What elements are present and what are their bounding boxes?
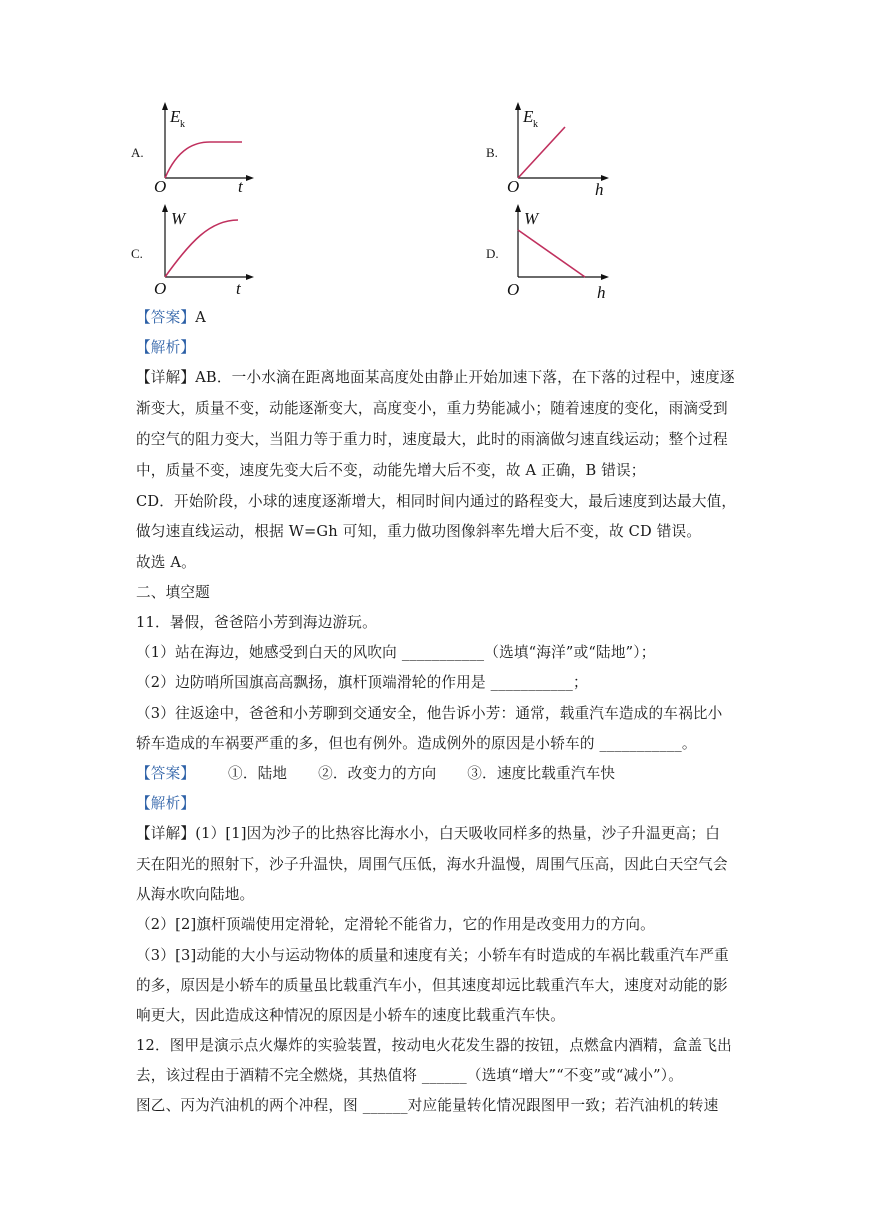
q11-stem: 11．暑假，爸爸陪小芳到海边游玩。 [136,614,377,631]
detail-tag: 【详解】 [136,825,196,842]
answer-tag: 【答案】 [136,309,196,326]
q10-detail-line-1 [136,368,735,388]
curve [165,142,242,178]
graph-b [503,100,618,200]
y-axis-subscript: k [533,119,538,130]
q11-analysis-line [136,794,195,814]
x-axis-label: t [238,177,243,195]
q10-detail-line-2: 渐变大，质量不变，动能逐渐变大，高度变小，重力势能减小；随着速度的变化，雨滴受到 [136,400,728,417]
q11-detail-line-7: 响更大，因此造成这种情况的原因是小轿车的速度比载重汽车快。 [136,1007,566,1024]
analysis-tag: 【解析】 [136,339,196,356]
x-axis-label: h [597,283,606,302]
q11-answer-1: ①．陆地 [228,765,288,782]
option-c-label: C. [131,246,143,261]
q11-answer-3: ③．速度比载重汽车快 [467,765,616,782]
q11-detail-line-1 [136,824,720,844]
q11-detail-line-2: 天在阳光的照射下，沙子升温快，周围气压低，海水升温慢，周围气压高，因此白天空气会 [136,856,728,873]
x-axis-label: h [595,180,604,199]
q12-line-1: 12．图甲是演示点火爆炸的实验装置，按动电火花发生器的按钮，点燃盒内酒精，盒盖飞出 [136,1037,732,1054]
y-axis-label: W [524,209,539,228]
y-arrow [515,204,521,212]
q10-analysis-line [136,338,195,358]
q10-answer: A [195,309,206,326]
curve [518,127,565,178]
analysis-tag: 【解析】 [136,795,196,812]
option-a-label: A. [131,145,144,160]
q11-detail-line-4: （2）[2]旗杆顶端使用定滑轮，定滑轮不能省力，它的作用是改变用力的方向。 [136,916,655,933]
origin-label: O [507,177,520,196]
q11-answer-2: ②．改变力的方向 [318,765,437,782]
q10-detail-line-7: 故选 A。 [136,554,196,571]
q11-answer-line [136,764,615,784]
q11-part-2: （2）边防哨所国旗高高飘扬，旗杆顶端滑轮的作用是 ___________； [136,674,588,691]
y-arrow [515,102,521,110]
q11-detail-line-5: （3）[3]动能的大小与运动物体的质量和速度有关；小轿车有时造成的车祸比载重汽车严重 [136,947,729,964]
q10-detail-line-5: CD．开始阶段，小球的速度逐渐增大，相同时间内通过的路程变大，最后速度到达最大值， [136,493,737,510]
q11-detail-line-3: 从海水吹向陆地。 [136,886,255,903]
detail-tag: 【详解】 [136,369,196,386]
q11-part-3-line-2: 轿车造成的车祸要严重的多，但也有例外。造成例外的原因是小轿车的 ___________。 [136,735,697,752]
option-d-label: D. [486,246,499,261]
graph-a [150,100,260,195]
x-arrow [246,175,254,181]
origin-label: O [154,279,167,297]
option-b-label: B. [486,145,498,160]
q12-line-3: 图乙、丙为汽油机的两个冲程，图 ______对应能量转化情况跟图甲一致；若汽油机的转速 [136,1097,719,1114]
detail-text: AB．一小水滴在距离地面某高度处由静止开始加速下落，在下落的过程中，速度逐 [195,369,735,386]
q11-detail-line-6: 的多，原因是小轿车的质量虽比载重汽车小，但其速度却远比载重汽车大，速度对动能的影 [136,977,728,994]
y-axis-subscript: k [180,119,185,130]
section-title: 二、填空题 [136,584,210,601]
y-arrow [162,102,168,110]
y-axis-label: E [170,107,181,126]
q10-detail-line-4: 中，质量不变，速度先变大后不变，动能先增大后不变，故 A 正确，B 错误； [136,462,646,479]
y-axis-label: W [171,209,186,228]
q11-part-3-line-1: （3）往返途中，爸爸和小芳聊到交通安全，他告诉小芳：通常，载重汽车造成的车祸比小 [136,705,723,722]
graph-d [503,202,618,302]
y-axis-label: E [523,107,534,126]
q10-answer-line [136,308,206,328]
q10-detail-line-6: 做匀速直线运动，根据 W=Gh 可知，重力做功图像斜率先增大后不变，故 CD 错误。 [136,523,702,540]
origin-label: O [507,280,520,299]
curve [165,220,238,277]
x-arrow [246,274,254,280]
x-arrow [601,274,609,280]
detail-text: (1）[1]因为沙子的比热容比海水小，白天吸收同样多的热量，沙子升温更高；白 [195,825,721,842]
curve [518,230,585,277]
x-axis-label: t [236,279,241,297]
graph-c [150,202,265,297]
q10-detail-line-3: 的空气的阻力变大，当阻力等于重力时，速度最大，此时的雨滴做匀速直线运动；整个过程 [136,431,728,448]
y-arrow [162,204,168,212]
origin-label: O [154,177,167,195]
q11-part-1: （1）站在海边，她感受到白天的风吹向 ___________（选填“海洋”或“陆地”）； [136,644,656,661]
q12-line-2: 去，该过程由于酒精不完全燃烧，其热值将 ______（选填“增大”“不变”或“减小”）。 [136,1067,684,1084]
answer-tag: 【答案】 [136,765,196,782]
